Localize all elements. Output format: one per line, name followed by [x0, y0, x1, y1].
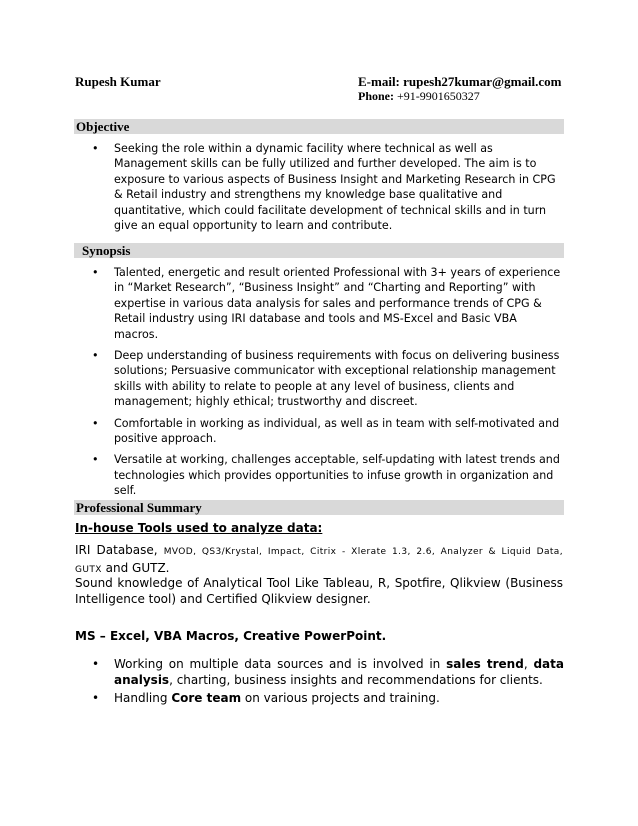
bullet-icon: • — [92, 142, 99, 155]
section-heading-synopsis: Synopsis — [74, 243, 564, 258]
email-address[interactable]: rupesh27kumar@gmail.com — [403, 74, 562, 89]
bullet-icon: • — [92, 691, 100, 705]
tools-heading: In-house Tools used to analyze data: — [75, 521, 323, 535]
phone-label: Phone: — [358, 89, 394, 103]
bullet-icon: • — [92, 349, 99, 363]
analytical-tools-paragraph: Sound knowledge of Analytical Tool Like Tableau, R, Spotfire, Qlikview (Business Intelligence tool) and Certified Qlikview designer. — [75, 576, 563, 606]
synopsis-list — [74, 265, 564, 505]
list-item — [74, 690, 564, 706]
ms-item-emphasis: sales trend — [446, 657, 524, 671]
ms-item-text: , charting, business insights and recommendations for clients. — [169, 673, 543, 687]
list-item — [74, 416, 564, 447]
phone-number: +91-9901650327 — [397, 89, 480, 103]
synopsis-text: Versatile at working, challenges acceptable, self-updating with latest trends and technologies which provides opportunities to infuse growth in organization and self. — [114, 453, 560, 498]
objective-list — [74, 141, 564, 239]
phone-line — [358, 89, 480, 104]
email-line — [358, 74, 561, 90]
ms-item-text: , — [523, 657, 528, 671]
candidate-name: Rupesh Kumar — [75, 74, 161, 89]
ms-item-text: Working on multiple data sources and is involved in — [114, 657, 441, 671]
email-label: E-mail: — [358, 74, 400, 89]
list-item — [74, 265, 564, 342]
ms-item-emphasis: data analysis — [114, 657, 564, 687]
ms-item-text: on various projects and training. — [244, 691, 440, 705]
section-heading-objective: Objective — [74, 119, 564, 134]
bullet-icon: • — [92, 416, 99, 430]
list-item — [74, 452, 564, 498]
tools-text-start: IRI Database, — [75, 543, 158, 557]
list-item — [74, 141, 564, 233]
ms-heading: MS – Excel, VBA Macros, Creative PowerPoint. — [75, 629, 387, 643]
synopsis-text: Deep understanding of business requirements with focus on delivering business solutions; Persuasive communicator with exceptional relationship management skills with ability to relate to people at any level of business, clients and management; highly ethical; trustworthy and discreet. — [114, 349, 560, 409]
bullet-icon: • — [92, 266, 99, 279]
synopsis-text: Comfortable in working as individual, as well as in team with self-motivated and positive approach. — [114, 416, 560, 446]
list-item — [74, 348, 564, 410]
tools-paragraph — [75, 542, 563, 578]
synopsis-text: Talented, energetic and result oriented Professional with 3+ years of experience in “Market Research”, “Business Insight” and “Charting and Reporting” with expertise in various data analysis for sales and performance trends of CPG & Retail industry using IRI database and tools and MS-Excel and Basic VBA macros. — [114, 266, 561, 341]
ms-item-emphasis: Core team — [171, 691, 242, 705]
ms-list — [74, 656, 564, 712]
bullet-icon: • — [92, 657, 100, 671]
bullet-icon: • — [92, 453, 99, 467]
ms-item-text: Handling — [114, 691, 168, 705]
list-item — [74, 656, 564, 688]
tools-text-end: and GUTZ. — [105, 561, 170, 575]
tools-text-list: MVOD, QS3/Krystal, Impact, Citrix - Xlerate 1.3, 2.6, Analyzer & Liquid Data, GUTX — [75, 547, 563, 575]
objective-text: Seeking the role within a dynamic facility where technical as well as Management skills can be fully utilized and further developed. The aim is to exposure to various aspects of Business Insight and Marketing Research in CPG & Retail industry and strengthens my knowledge base qualitative and quantitative, which could facilitate development of technical skills and in turn give an equal opportunity to learn and contribute. — [114, 142, 556, 233]
section-heading-professional-summary: Professional Summary — [74, 500, 564, 515]
